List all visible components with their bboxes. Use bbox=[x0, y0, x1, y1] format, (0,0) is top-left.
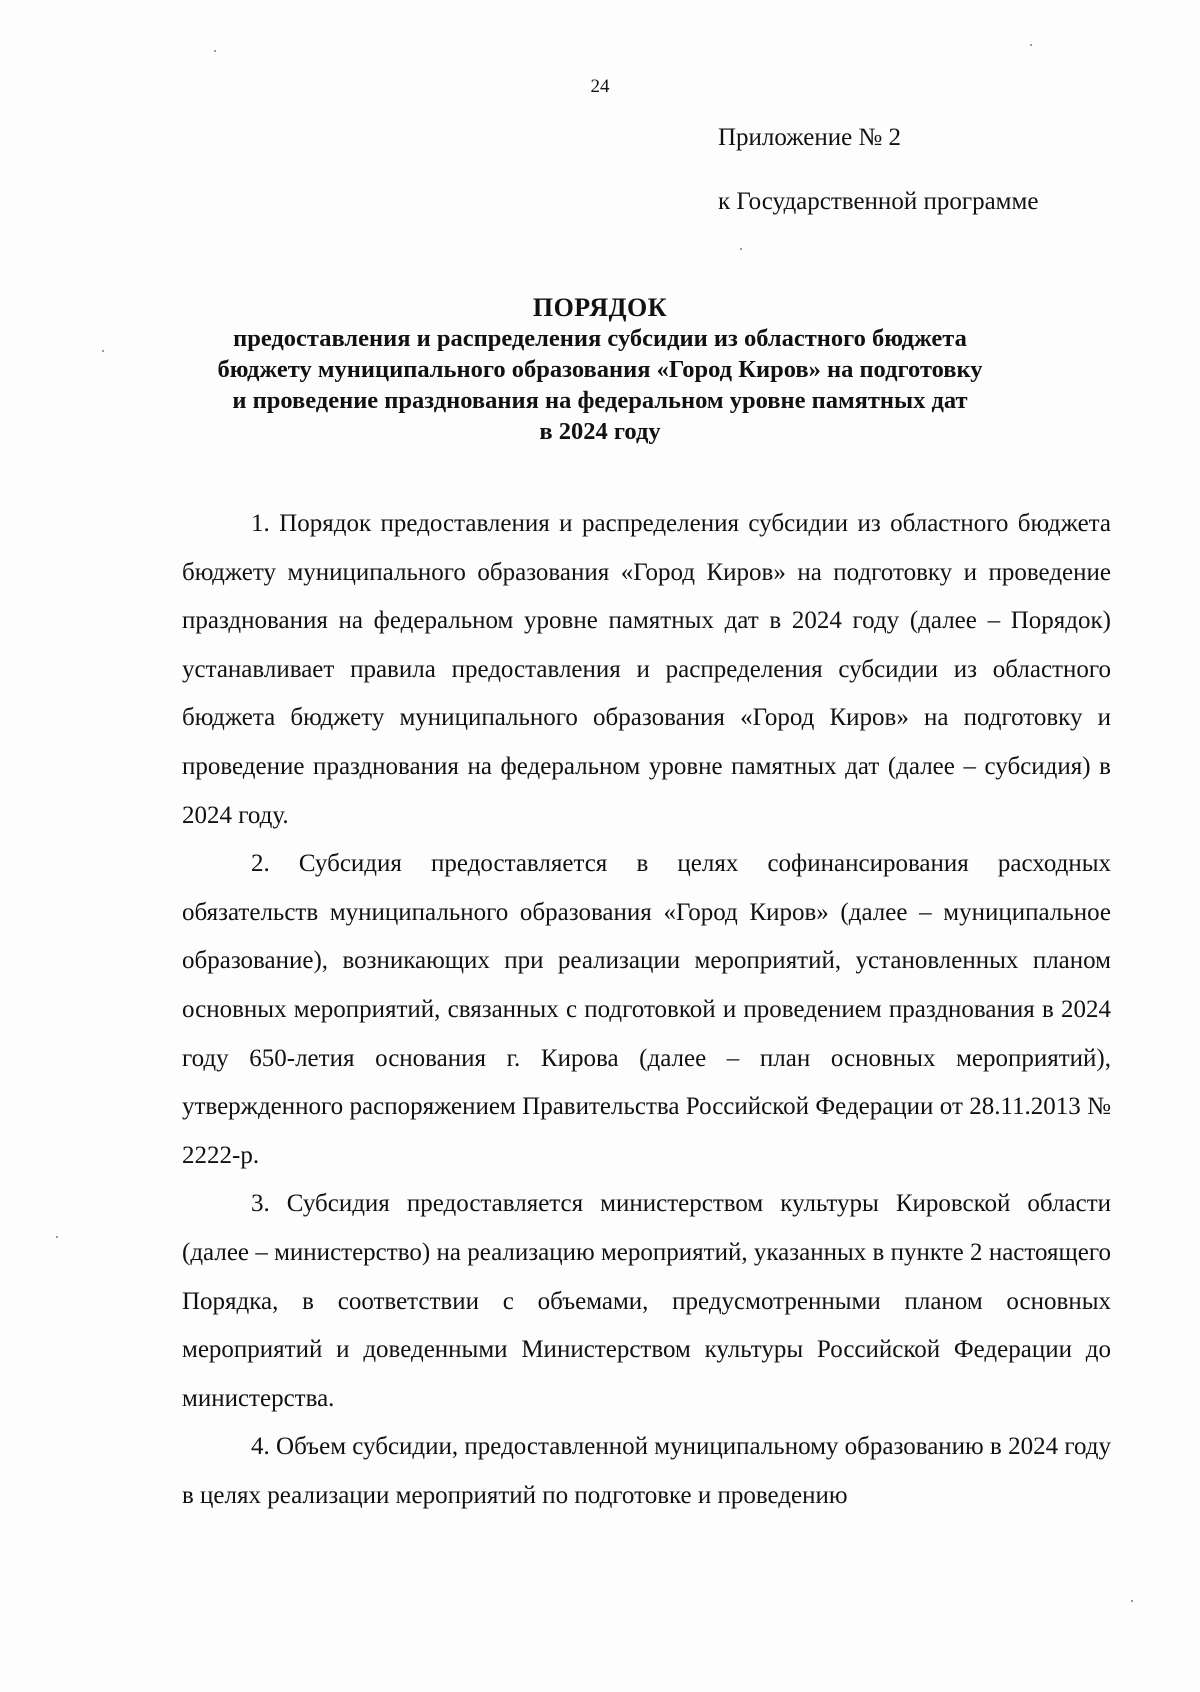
appendix-label: Приложение № 2 bbox=[718, 124, 902, 151]
title-line: предоставления и распределения субсидии из областного бюджета bbox=[233, 325, 967, 352]
scan-speck bbox=[102, 350, 104, 352]
page-number: 24 bbox=[590, 76, 610, 97]
scan-speck bbox=[214, 50, 216, 52]
document-title bbox=[150, 292, 1050, 447]
scan-speck bbox=[56, 1236, 58, 1238]
paragraph-4: 4. Объем субсидии, предоставленной муниципальному образованию в 2024 году в целях реализации мероприятий по подготовке и проведению bbox=[182, 1433, 1111, 1509]
document-body bbox=[182, 500, 1111, 1520]
title-line: бюджету муниципального образования «Город Киров» на подготовку bbox=[217, 356, 983, 383]
paragraph-3: 3. Субсидия предоставляется министерством культуры Кировской области (далее – министерство) на реализацию мероприятий, указанных в пункте 2 настоящего Порядка, в соответствии с объемами, предусмотренными планом основных мероприятий и доведенными Министерством культуры Российской Федерации до министерства. bbox=[182, 1190, 1111, 1412]
scan-speck bbox=[740, 248, 742, 250]
appendix-program-label: к Государственной программе bbox=[718, 188, 1039, 215]
title-line: и проведение празднования на федеральном уровне памятных дат bbox=[232, 387, 968, 414]
paragraph-1: 1. Порядок предоставления и распределения субсидии из областного бюджета бюджету муниципального образования «Город Киров» на подготовку и проведение празднования на федеральном уровне памятных дат в 2024 году (далее – Порядок) устанавливает правила предоставления и распределения субсидии из областного бюджета бюджету муниципального образования «Город Киров» на подготовку и проведение празднования на федеральном уровне памятных дат (далее – субсидия) в 2024 году. bbox=[182, 510, 1111, 829]
paragraph-2: 2. Субсидия предоставляется в целях софинансирования расходных обязательств муниципального образования «Город Киров» (далее – муниципальное образование), возникающих при реализации мероприятий, установленных планом основных мероприятий, связанных с подготовкой и проведением празднования в 2024 году 650-летия основания г. Кирова (далее – план основных мероприятий), утвержденного распоряжением Правительства Российской Федерации от 28.11.2013 № 2222-р. bbox=[182, 850, 1111, 1169]
scan-speck bbox=[1030, 44, 1032, 46]
title-line: в 2024 году bbox=[539, 418, 661, 445]
title-heading: ПОРЯДОК bbox=[532, 293, 668, 322]
scan-speck bbox=[1131, 1600, 1133, 1602]
